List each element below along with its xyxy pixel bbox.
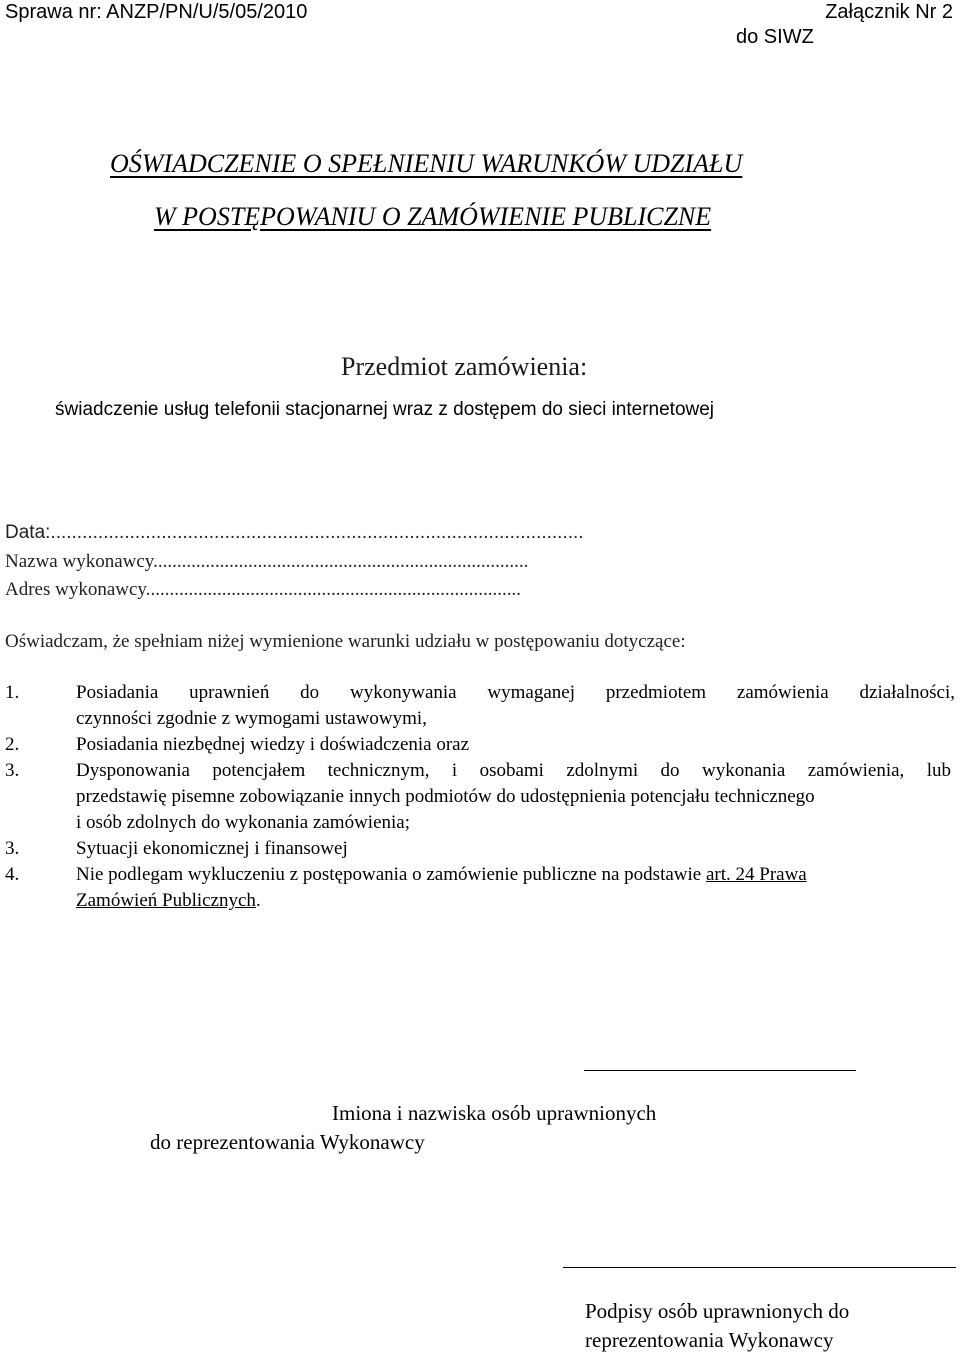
list-item [5,836,955,862]
signatures-label-line-1: Podpisy osób uprawnionych do [585,1299,850,1323]
list-item-text: Posiadania uprawnień do wykonywania wymaganej przedmiotem zamówienia działalności, [76,682,955,703]
list-item-number: 3. [5,838,20,859]
representatives-label-line-2: do reprezentowania Wykonawcy [150,1130,425,1154]
signatures-label-line-2: reprezentowania Wykonawcy [585,1328,834,1352]
list-item [5,758,955,784]
list-item-text: Posiadania niezbędnej wiedzy i doświadczenia oraz [76,734,470,755]
subject-value: świadczenie usług telefonii stacjonarnej wraz z dostępem do sieci internetowej [55,399,715,420]
list-item-text: Nie podlegam wykluczeniu z postępowania o zamówienie publiczne na podstawie [76,864,706,885]
attachment-number: Załącznik Nr 2 [825,1,953,23]
list-item-number: 4. [5,864,20,885]
list-item-continuation [76,888,261,914]
list-item-number: 3. [5,760,20,781]
declaration-text: Oświadczam, że spełniam niżej wymienione warunki udziału w postępowaniu dotyczące: [5,631,686,652]
list-item-text-end: . [255,890,261,911]
list-item-text: Sytuacji ekonomicznej i finansowej [76,838,348,859]
representatives-label-line-1: Imiona i nazwiska osób uprawnionych [332,1101,657,1125]
list-item [5,732,955,758]
law-reference-link[interactable]: art. 24 Prawa [705,864,807,885]
list-item-continuation: przedstawię pisemne zobowiązanie innych podmiotów do udostępnienia potencjału technicznego [76,786,815,807]
document-title-line-2: W POSTĘPOWANIU O ZAMÓWIENIE PUBLICZNE [154,202,712,231]
date-field: Data:..................................................................................................... [5,522,584,543]
signature-line [563,1267,956,1268]
list-item-text: Dysponowania potencjałem technicznym, i osobami zdolnymi do wykonania zamówienia, lub [76,760,951,781]
subject-label: Przedmiot zamówienia: [341,352,588,381]
contractor-address-field: Adres wykonawcy............................................................................... [5,579,521,600]
law-reference-link-continuation[interactable]: Zamówień Publicznych [76,890,256,911]
attachment-reference: do SIWZ [736,26,814,48]
case-number: Sprawa nr: ANZP/PN/U/5/05/2010 [5,1,308,23]
signature-line [584,1070,856,1071]
list-item-continuation: czynności zgodnie z wymogami ustawowymi, [76,708,427,729]
list-item-number: 1. [5,682,20,703]
list-item-continuation: i osób zdolnych do wykonania zamówienia; [76,812,411,833]
contractor-name-field: Nazwa wykonawcy............................................................................... [5,551,529,572]
document-title-line-1: OŚWIADCZENIE O SPEŁNIENIU WARUNKÓW UDZIAŁU [110,149,743,178]
list-item [5,862,955,888]
list-item-number: 2. [5,734,20,755]
list-item [5,680,955,706]
